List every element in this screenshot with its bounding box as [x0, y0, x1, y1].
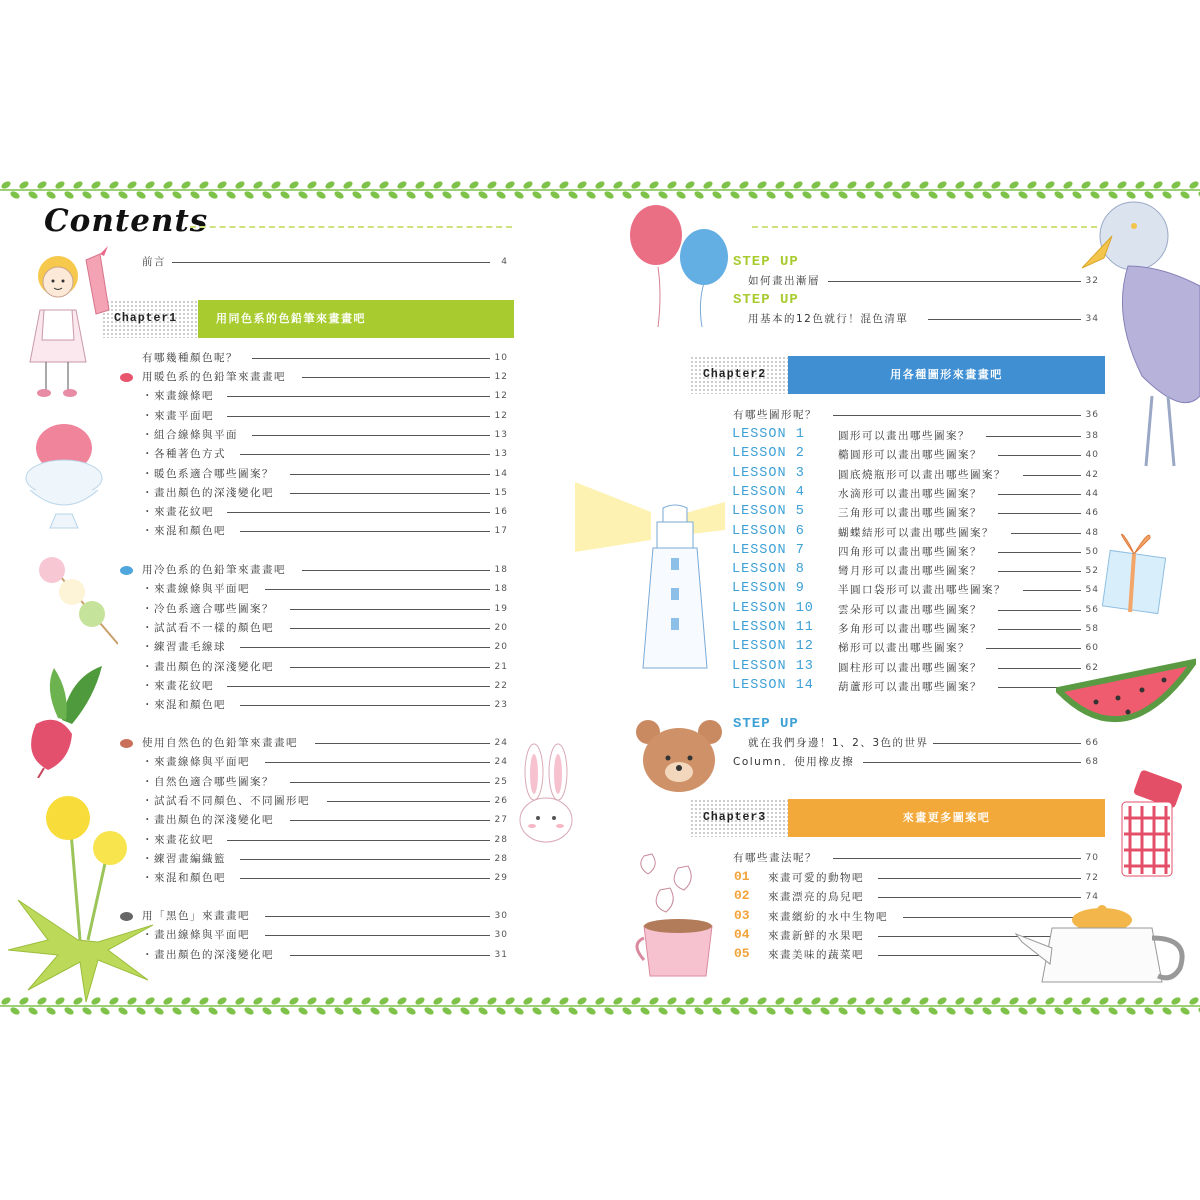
drawing-way-number: 01 [734, 869, 750, 884]
lesson-number: LESSON 14 [732, 677, 814, 693]
leaf-border-top [0, 179, 1200, 201]
toc-page-number: 12 [494, 391, 508, 402]
toc-page-number: 27 [494, 815, 508, 826]
watermelon-illustration [1056, 650, 1196, 736]
dotted-leader-line [998, 571, 1081, 572]
toc-row-lesson[interactable] [838, 505, 1099, 521]
toc-row-lesson[interactable] [838, 582, 1099, 598]
toc-entry-label: ・畫出顏色的深淺變化吧 [142, 812, 278, 828]
toc-row-cool-item[interactable] [142, 697, 508, 713]
dotted-leader-line [290, 628, 491, 629]
toc-row-warm-item[interactable] [142, 427, 508, 443]
bear-illustration [634, 716, 724, 794]
toc-page-number: 10 [494, 353, 508, 363]
chapter1-label: Chapter1 [102, 300, 198, 338]
toc-row-natural-item[interactable] [142, 832, 508, 848]
chapter3-title: 來畫更多圖案吧 [788, 799, 1105, 837]
toc-entry-label: ・自然色適合哪些圖案？ [142, 774, 278, 790]
lesson-number: LESSON 4 [732, 484, 805, 500]
toc-row-step-up-1[interactable]: 如何畫出漸層 32 [748, 275, 1099, 287]
lesson-number: LESSON 1 [732, 427, 805, 442]
toc-page-number: 28 [494, 853, 508, 864]
toc-row-warm-item[interactable] [142, 504, 508, 520]
toc-entry-label: ・畫出線條與平面吧 [142, 927, 254, 943]
natural-color-swatch-icon [120, 739, 133, 748]
toc-page-number: 26 [494, 795, 508, 806]
toc-page-number: 38 [1085, 431, 1099, 441]
toc-page-number: 50 [1085, 546, 1099, 557]
toc-row-natural-item[interactable] [142, 793, 508, 809]
dotted-leader-line [290, 820, 491, 821]
toc-page-number: 58 [1085, 624, 1099, 634]
toc-page-number: 12 [494, 372, 508, 382]
toc-entry-label: ・試試看不同顏色、不同圖形吧 [142, 793, 314, 809]
toc-row-cool-heading[interactable] [142, 562, 508, 578]
toc-page-number: 29 [494, 873, 508, 884]
toc-entry-label: ・冷色系適合哪些圖案？ [142, 601, 278, 617]
toc-entry-label: 橢圓形可以畫出哪些圖案？ [838, 447, 986, 463]
toc-page-number: 56 [1085, 604, 1099, 615]
toc-page-number: 16 [494, 507, 508, 518]
toc-page-number: 18 [494, 584, 508, 595]
steaming-cup-illustration [630, 846, 720, 981]
toc-row-cool-item[interactable] [142, 639, 508, 655]
toc-entry-label: 彎月形可以畫出哪些圖案？ [838, 563, 986, 579]
toc-page-number: 31 [494, 949, 508, 960]
toc-page-number: 36 [1085, 410, 1099, 420]
dotted-leader-line [290, 609, 491, 610]
step-up-heading-2: STEP UP [733, 292, 799, 308]
chapter2-title: 用各種圖形來畫畫吧 [788, 356, 1105, 394]
dotted-leader-line [302, 377, 490, 378]
lighthouse-illustration [575, 472, 725, 677]
toc-page-number: 48 [1085, 527, 1099, 538]
dotted-leader-line [240, 859, 491, 860]
dotted-leader-line [998, 552, 1081, 553]
toc-page-number: 62 [1085, 662, 1099, 673]
dotted-leader-line [1023, 475, 1081, 476]
toc-row-natural-heading[interactable] [142, 735, 508, 751]
shaved-ice-illustration [22, 420, 107, 535]
toc-row-warm-item[interactable] [142, 466, 508, 482]
toc-entry-label: 三角形可以畫出哪些圖案？ [838, 505, 986, 521]
toc-page-number: 46 [1085, 508, 1099, 519]
toc-row-cool-item[interactable] [142, 620, 508, 636]
thermos-illustration [1112, 768, 1187, 883]
toc-row-natural-item[interactable] [142, 774, 508, 790]
lesson-number: LESSON 3 [732, 465, 805, 481]
dotted-leader-line [265, 589, 491, 590]
dotted-leader-line [252, 435, 490, 436]
toc-page-number: 24 [494, 757, 508, 768]
toc-entry-label: 四角形可以畫出哪些圖案？ [838, 544, 986, 560]
toc-row-chapter2-intro[interactable] [733, 407, 1099, 423]
toc-entry-label: 葫蘆形可以畫出哪些圖案？ [838, 679, 986, 695]
dotted-leader-line [1023, 590, 1081, 591]
chapter1-header [102, 300, 514, 338]
toc-page-number: 54 [1085, 585, 1099, 596]
dotted-leader-line [240, 454, 491, 455]
toc-entry-label: ・來混和顏色吧 [142, 523, 230, 539]
toc-page-number: 20 [494, 642, 508, 653]
lesson-number: LESSON 11 [732, 620, 814, 635]
toc-row-natural-item[interactable] [142, 812, 508, 828]
dotted-leader-line [265, 916, 491, 917]
dotted-leader-line [290, 955, 491, 956]
toc-row-lesson[interactable] [838, 544, 1099, 560]
dotted-leader-line [327, 801, 490, 802]
dotted-leader-line [227, 686, 490, 687]
toc-page-number: 72 [1085, 873, 1099, 883]
toc-entry-label: ・來畫花紋吧 [142, 504, 218, 520]
chapter2-label: Chapter2 [690, 356, 788, 394]
toc-row-lesson[interactable] [838, 428, 1099, 444]
toc-entry-label: ・來混和顏色吧 [142, 870, 230, 886]
toc-entry-label: ・來畫平面吧 [142, 408, 218, 424]
toc-row-natural-item[interactable] [142, 870, 508, 886]
toc-row-natural-item[interactable] [142, 851, 508, 867]
toc-row-lesson[interactable] [838, 486, 1099, 502]
toc-entry-label: 圓底燒瓶形可以畫出哪些圖案？ [838, 467, 1010, 483]
toc-page-number: 14 [494, 468, 508, 479]
toc-entry-label: 圓柱形可以畫出哪些圖案？ [838, 660, 986, 676]
drawing-way-number: 02 [734, 888, 750, 904]
toc-page-number: 13 [494, 429, 508, 440]
dotted-leader-line [998, 610, 1081, 611]
chapter2-header [690, 356, 1105, 394]
toc-row-black-item[interactable] [142, 927, 508, 943]
drawing-way-number: 04 [734, 926, 750, 942]
toc-page-number: 30 [494, 911, 508, 921]
lesson-number: LESSON 9 [732, 581, 805, 597]
toc-entry-label: ・來畫花紋吧 [142, 832, 218, 848]
toc-row-chapter1-intro[interactable] [142, 350, 508, 366]
toc-page-number: 25 [494, 776, 508, 787]
leaf-border-bottom [0, 995, 1200, 1017]
dotted-leader-line [240, 705, 491, 706]
toc-entry-label: 有哪些畫法呢？ [733, 850, 821, 866]
toc-row-warm-item[interactable] [142, 408, 508, 424]
toc-page-number: 21 [494, 661, 508, 672]
toc-page-number: 23 [494, 700, 508, 711]
toc-entry-label: 有哪幾種顏色呢？ [142, 350, 242, 366]
toc-row-black-item[interactable] [142, 947, 508, 963]
dotted-leader-line [240, 531, 491, 532]
toc-entry-label: ・來混和顏色吧 [142, 697, 230, 713]
dandelion-illustration [8, 790, 158, 1005]
toc-entry-label: 梯形可以畫出哪些圖案？ [838, 640, 974, 656]
toc-entry-label: 來畫繽紛的水中生物吧 [768, 909, 892, 925]
dotted-leader-line [290, 667, 491, 668]
toc-page-number: 17 [494, 526, 508, 537]
toc-row-lesson[interactable] [838, 602, 1099, 618]
toc-row-warm-heading[interactable] [142, 369, 508, 385]
toc-row-lesson[interactable] [838, 525, 1099, 541]
toc-entry-label: 半圓口袋形可以畫出哪些圖案？ [838, 582, 1010, 598]
toc-page-number: 22 [494, 680, 508, 691]
dotted-leader-line [227, 840, 490, 841]
dotted-leader-line [998, 629, 1081, 630]
chapter3-label: Chapter3 [690, 799, 788, 837]
toc-entry-label: 蝴蝶結形可以畫出哪些圖案？ [838, 525, 998, 541]
shoebill-bird-illustration [1082, 196, 1200, 486]
toc-entry-label: 有哪些圖形呢？ [733, 407, 821, 423]
lesson-number: LESSON 13 [732, 658, 814, 674]
toc-row-chapter3-intro[interactable] [733, 850, 1099, 866]
dotted-leader-line [986, 436, 1082, 437]
toc-row-preface[interactable]: 前言 4 [142, 256, 508, 268]
toc-row-step-up-2[interactable]: 用基本的12色就行！混色清單 34 [748, 313, 1099, 325]
radish-illustration [14, 658, 114, 778]
dotted-leader-line [290, 493, 491, 494]
toc-page-number: 24 [494, 738, 508, 748]
toc-row-black-heading[interactable] [142, 908, 508, 924]
toc-row-step-up-3[interactable]: 就在我們身邊！1、2、3色的世界 66 [748, 737, 1099, 749]
toc-row-cool-item[interactable] [142, 659, 508, 675]
dotted-leader-line [252, 358, 490, 359]
toc-row-warm-item[interactable] [142, 523, 508, 539]
dotted-leader-line [1011, 533, 1082, 534]
toc-row-cool-item[interactable] [142, 601, 508, 617]
toc-row-lesson[interactable] [838, 563, 1099, 579]
toc-row-cool-item[interactable] [142, 678, 508, 694]
drawing-way-number: 05 [734, 946, 750, 962]
toc-page-number: 18 [494, 565, 508, 575]
lesson-number: LESSON 12 [732, 639, 814, 655]
toc-page-number: 40 [1085, 450, 1099, 461]
toc-entry-label: 圓形可以畫出哪些圖案？ [838, 428, 974, 444]
toc-entry-label: 雲朵形可以畫出哪些圖案？ [838, 602, 986, 618]
toc-entry-label: ・組合線條與平面 [142, 427, 242, 443]
lesson-number: LESSON 8 [732, 562, 805, 578]
lesson-number: LESSON 10 [732, 600, 814, 616]
toc-entry-label: 用「黑色」來畫畫吧 [142, 908, 254, 924]
toc-entry-label: ・練習畫毛線球 [142, 639, 230, 655]
toc-entry-label: ・畫出顏色的深淺變化吧 [142, 659, 278, 675]
toc-entry-label: ・練習畫編織籃 [142, 851, 230, 867]
toc-entry-label: ・來畫線條與平面吧 [142, 581, 254, 597]
toc-entry-label: 用冷色系的色鉛筆來畫畫吧 [142, 562, 290, 578]
toc-entry-label: ・暖色系適合哪些圖案？ [142, 466, 278, 482]
toc-page-number: 19 [494, 603, 508, 614]
balloons-illustration [628, 205, 733, 330]
gift-box-illustration [1100, 528, 1170, 618]
rabbit-illustration [510, 742, 582, 847]
toc-page-number: 12 [494, 410, 508, 421]
dotted-leader-line [315, 743, 491, 744]
toc-page-number: 44 [1085, 488, 1099, 499]
dotted-leader-line [227, 512, 490, 513]
toc-page-number: 13 [494, 449, 508, 460]
dotted-leader-line [998, 494, 1081, 495]
dotted-leader-line [265, 935, 491, 936]
toc-entry-label: ・來畫線條與平面吧 [142, 754, 254, 770]
chapter1-title: 用同色系的色鉛筆來畫畫吧 [198, 300, 514, 338]
toc-entry-label: ・各種著色方式 [142, 446, 230, 462]
teapot-illustration [1012, 898, 1192, 990]
dotted-leader-line [302, 570, 490, 571]
toc-entry-label: 用暖色系的色鉛筆來畫畫吧 [142, 369, 290, 385]
toc-row-natural-item[interactable] [142, 754, 508, 770]
dotted-leader-line [998, 455, 1081, 456]
dango-illustration [28, 552, 118, 647]
right-dashed-line [752, 226, 1097, 228]
toc-row-warm-item[interactable] [142, 446, 508, 462]
lesson-number: LESSON 7 [732, 542, 805, 558]
toc-entry-label: 使用自然色的色鉛筆來畫畫吧 [142, 735, 302, 751]
toc-row-warm-item[interactable] [142, 388, 508, 404]
lesson-number: LESSON 5 [732, 504, 805, 520]
girl-with-pencil-illustration [14, 240, 124, 405]
toc-entry-label: ・畫出顏色的深淺變化吧 [142, 947, 278, 963]
toc-page-number: 20 [494, 622, 508, 633]
toc-page-number: 60 [1085, 643, 1099, 654]
dotted-leader-line [878, 878, 1081, 879]
toc-page-number: 30 [494, 930, 508, 941]
lesson-number: LESSON 2 [732, 446, 805, 462]
step-up-heading-1: STEP UP [733, 254, 799, 270]
dotted-leader-line [833, 415, 1081, 416]
toc-row-cool-item[interactable] [142, 581, 508, 597]
dotted-leader-line [290, 782, 491, 783]
dotted-leader-line [998, 513, 1081, 514]
toc-entry-label: ・來畫花紋吧 [142, 678, 218, 694]
toc-page-number: 15 [494, 487, 508, 498]
toc-page-number: 70 [1085, 853, 1099, 863]
toc-entry-label: 水滴形可以畫出哪些圖案？ [838, 486, 986, 502]
toc-entry-label: 來畫可愛的動物吧 [768, 870, 868, 886]
toc-row-column[interactable]: Column．使用橡皮擦 68 [733, 756, 1099, 768]
step-up-heading-3: STEP UP [733, 716, 799, 732]
drawing-way-number: 03 [734, 907, 750, 923]
dotted-leader-line [227, 416, 490, 417]
toc-row-lesson[interactable] [838, 467, 1099, 483]
toc-entry-label: 來畫漂亮的鳥兒吧 [768, 889, 868, 905]
toc-row-lesson[interactable] [838, 621, 1099, 637]
toc-entry-label: ・畫出顏色的深淺變化吧 [142, 485, 278, 501]
dotted-leader-line [240, 647, 491, 648]
dotted-leader-line [265, 762, 491, 763]
title-dashed-line [190, 226, 512, 228]
toc-page-number: 42 [1085, 469, 1099, 480]
lesson-number: LESSON 6 [732, 523, 805, 539]
contents-title: Contents [44, 203, 209, 239]
toc-row-warm-item[interactable] [142, 485, 508, 501]
toc-entry-label: ・試試看不一樣的顏色吧 [142, 620, 278, 636]
toc-page-number: 28 [494, 834, 508, 845]
toc-entry-label: ・來畫線條吧 [142, 388, 218, 404]
dotted-leader-line [240, 878, 491, 879]
toc-entry-label: 來畫新鮮的水果吧 [768, 928, 868, 944]
toc-page-number: 52 [1085, 566, 1099, 577]
toc-page-number: 74 [1085, 892, 1099, 903]
toc-entry-label: 多角形可以畫出哪些圖案？ [838, 621, 986, 637]
dotted-leader-line [227, 396, 490, 397]
dotted-leader-line [290, 474, 491, 475]
toc-row-lesson[interactable] [838, 447, 1099, 463]
toc-entry-label: 來畫美味的蔬菜吧 [768, 947, 868, 963]
chapter3-header [690, 799, 1105, 837]
cool-color-swatch-icon [120, 566, 133, 575]
dotted-leader-line [833, 858, 1081, 859]
toc-row-drawing-way[interactable] [768, 870, 1099, 886]
